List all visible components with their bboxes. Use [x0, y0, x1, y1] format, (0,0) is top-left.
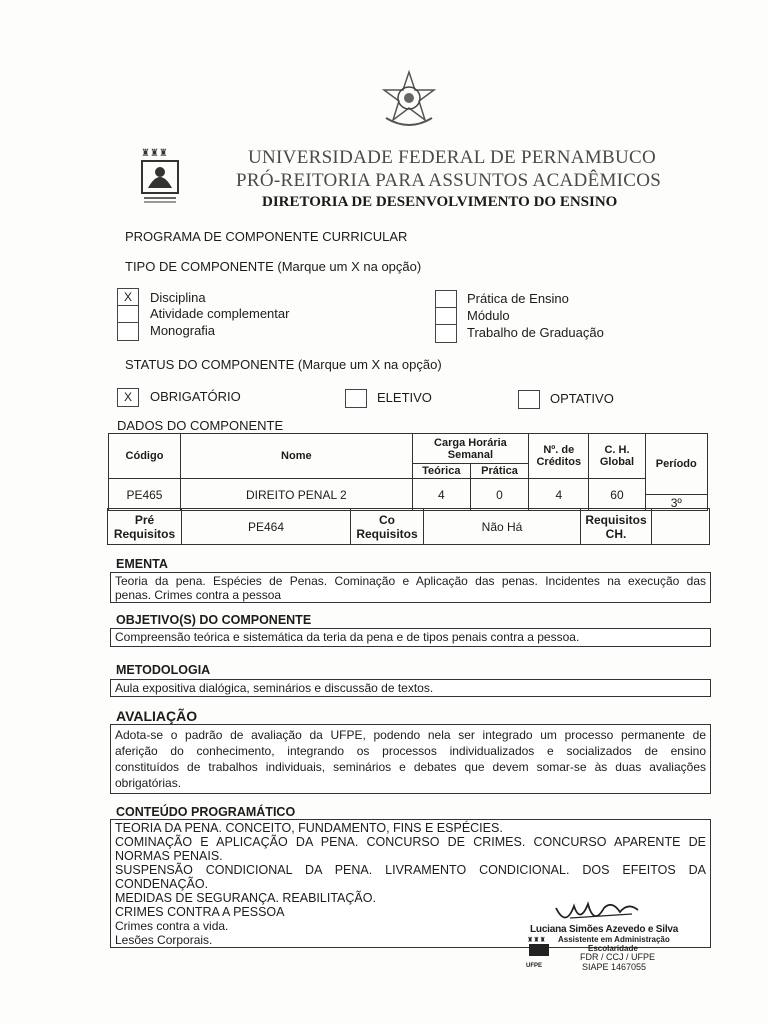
header-periodo: Período — [645, 434, 707, 495]
pre-requisitos-label: Pré Requisitos — [108, 509, 182, 545]
avaliacao-title: AVALIAÇÃO — [116, 708, 198, 724]
metodologia-text: Aula expositiva dialógica, seminários e discussão de textos. — [115, 681, 434, 695]
label-eletivo: ELETIVO — [377, 390, 432, 405]
stamp-ufpe-logo-icon — [526, 934, 552, 964]
label-monografia: Monografia — [150, 323, 216, 338]
co-requisitos-label: Co Requisitos — [351, 509, 424, 545]
cell-pratica: 0 — [470, 479, 528, 511]
stamp-role-2: Escolaridade — [588, 944, 638, 953]
stamp-name: Luciana Simões Azevedo e Silva — [530, 924, 679, 935]
checkbox-monografia[interactable] — [117, 322, 139, 341]
conteudo-line-6: MEDIDAS DE SEGURANÇA. REABILITAÇÃO. — [115, 891, 376, 905]
objetivos-text: Compreensão teórica e sistemática da teria da pena e de tipos penais contra a pessoa. — [115, 630, 580, 644]
conteudo-line-7: CRIMES CONTRA A PESSOA — [115, 905, 285, 919]
tipo-label: TIPO DE COMPONENTE (Marque um X na opção) — [125, 259, 422, 274]
label-obrigatorio: OBRIGATÓRIO — [150, 389, 241, 404]
status-label: STATUS DO COMPONENTE (Marque um X na opção) — [125, 357, 442, 372]
dados-table — [108, 433, 708, 511]
cell-teorica: 4 — [412, 479, 470, 511]
header-pratica: Prática — [470, 464, 528, 479]
header-nome: Nome — [180, 434, 412, 479]
program-title: PROGRAMA DE COMPONENTE CURRICULAR — [125, 229, 408, 244]
requisitos-ch-value — [652, 509, 710, 545]
checkbox-optativo[interactable] — [518, 390, 540, 409]
ementa-line-2: penas. Crimes contra a pessoa — [115, 588, 282, 602]
avaliacao-line-3: constituídos de trabalhos individuais, seminários e debates que devem somar-se às duas avaliações — [115, 760, 706, 774]
avaliacao-line-4: obrigatórias. — [115, 776, 182, 790]
header-creditos: Nº. de Créditos — [529, 434, 589, 479]
conteudo-line-4: SUSPENSÃO CONDICIONAL DA PENA. LIVRAMENTO CONDICIONAL. DOS EFEITOS DA — [115, 863, 706, 877]
cell-codigo: PE465 — [109, 479, 181, 511]
conteudo-line-1: TEORIA DA PENA. CONCEITO, FUNDAMENTO, FINS E ESPÉCIES. — [115, 821, 503, 835]
ufpe-logo-icon — [138, 144, 182, 206]
cell-nome: DIREITO PENAL 2 — [180, 479, 412, 511]
label-disciplina: Disciplina — [150, 290, 206, 305]
cell-creditos: 4 — [529, 479, 589, 511]
university-name: UNIVERSIDADE FEDERAL DE PERNAMBUCO — [248, 147, 656, 168]
label-modulo: Módulo — [467, 308, 510, 323]
avaliacao-line-2: aferição do conhecimento, integrando os processos individualizados e socializados de ensino — [115, 744, 706, 758]
cell-ch-global: 60 — [589, 479, 645, 511]
stamp-siape: SIAPE 1467055 — [582, 962, 647, 972]
conteudo-line-8: Crimes contra a vida. — [115, 919, 229, 933]
objetivos-box — [110, 628, 711, 647]
header-teorica: Teórica — [412, 464, 470, 479]
label-trabalho-de-graduacao: Trabalho de Graduação — [467, 325, 604, 340]
dados-label: DADOS DO COMPONENTE — [117, 418, 284, 433]
label-atividade-complementar: Atividade complementar — [150, 306, 290, 321]
conteudo-line-9: Lesões Corporais. — [115, 933, 213, 947]
avaliacao-box — [110, 724, 711, 794]
conteudo-line-5: CONDENAÇÃO. — [115, 877, 209, 891]
requisitos-table — [107, 508, 710, 545]
pre-requisitos-value: PE464 — [182, 509, 351, 545]
ementa-title: EMENTA — [116, 557, 168, 571]
ementa-line-1: Teoria da pena. Espécies de Penas. Cominação e Aplicação das penas. Incidentes na execução das — [115, 574, 706, 588]
metodologia-title: METODOLOGIA — [116, 663, 211, 677]
conteudo-title: CONTEÚDO PROGRAMÁTICO — [116, 805, 296, 819]
header-codigo: Código — [109, 434, 181, 479]
stamp-logo-text: UFPE — [526, 963, 543, 969]
conteudo-line-3: NORMAS PENAIS. — [115, 849, 223, 863]
metodologia-box — [110, 679, 711, 697]
header-carga-horaria: Carga Horária Semanal — [412, 434, 528, 464]
svg-text:♜♜♜: ♜♜♜ — [527, 937, 546, 944]
stamp-unit: FDR / CCJ / UFPE — [580, 952, 656, 962]
objetivos-title: OBJETIVO(S) DO COMPONENTE — [116, 613, 312, 627]
ementa-box — [110, 572, 711, 603]
label-optativo: OPTATIVO — [550, 391, 614, 406]
requisitos-ch-label: Requisitos CH. — [581, 509, 652, 545]
conteudo-line-2: COMINAÇÃO E APLICAÇÃO DA PENA. CONCURSO DE CRIMES. CONCURSO APARENTE DE — [115, 835, 706, 849]
checkbox-obrigatorio[interactable]: X — [117, 388, 139, 407]
pro-reitoria-name: PRÓ-REITORIA PARA ASSUNTOS ACADÊMICOS — [236, 170, 662, 191]
diretoria-name: DIRETORIA DE DESENVOLVIMENTO DO ENSINO — [262, 194, 618, 210]
avaliacao-line-1: Adota-se o padrão de avaliação da UFPE, podendo nela ser integrado um processo permanente de — [115, 728, 706, 742]
svg-text:♜♜♜: ♜♜♜ — [141, 148, 168, 159]
checkbox-disciplina[interactable]: X — [117, 288, 139, 307]
label-pratica-de-ensino: Prática de Ensino — [467, 291, 569, 306]
cell-periodo: 3º — [645, 495, 707, 511]
checkbox-trabalho-de-graduacao[interactable] — [435, 324, 457, 343]
brazil-coat-of-arms-icon — [378, 70, 440, 130]
header-ch-global: C. H. Global — [589, 434, 645, 479]
stamp-role-1: Assistente em Administração — [558, 935, 670, 944]
checkbox-eletivo[interactable] — [345, 389, 367, 408]
co-requisitos-value: Não Há — [424, 509, 581, 545]
